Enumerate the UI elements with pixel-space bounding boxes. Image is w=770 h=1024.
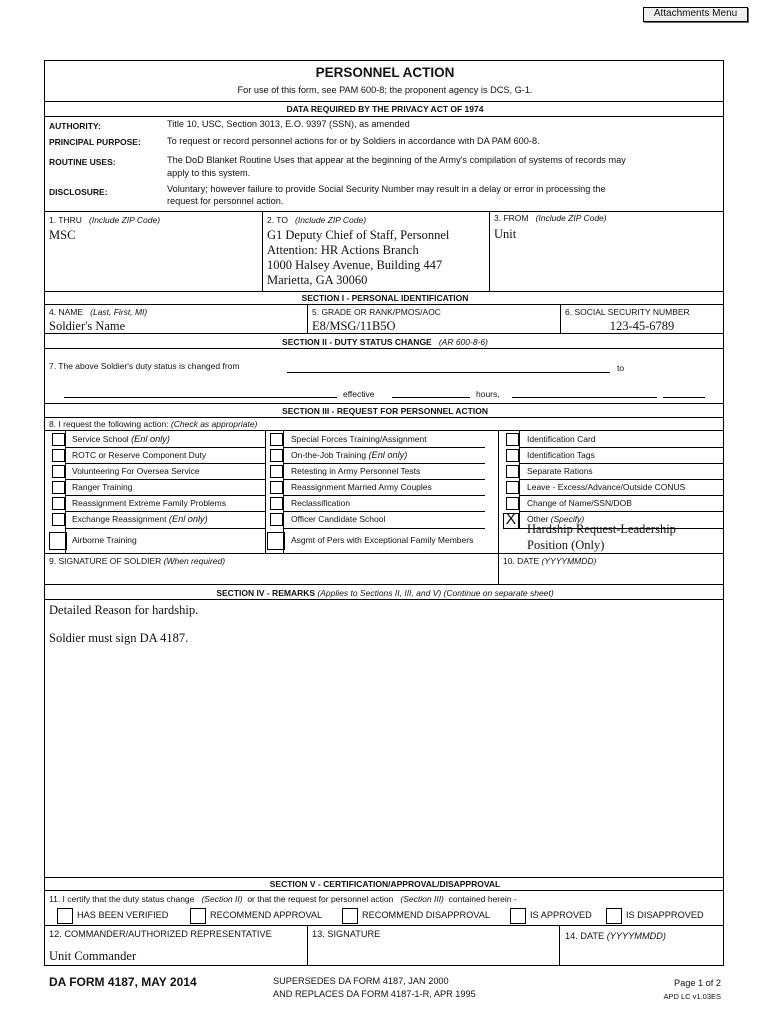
grid-line: [65, 447, 265, 448]
grid-line: [519, 431, 520, 447]
remarks-area[interactable]: [45, 600, 723, 876]
actions-col3-label-4: Leave - Excess/Advance/Outside CONUS: [527, 482, 686, 492]
actions-col1-checkbox-4[interactable]: [52, 481, 65, 494]
grid-line: [283, 528, 485, 529]
actions-col1-checkbox-2[interactable]: [52, 449, 65, 462]
actions-col3-label-3: Separate Rations: [527, 466, 593, 476]
section-3-heading: SECTION III - REQUEST FOR PERSONNEL ACTION: [282, 406, 488, 416]
duty-status-text: 7. The above Soldier's duty status is changed from: [49, 361, 240, 371]
grid-line: [283, 463, 485, 464]
actions-col1-checkbox-5[interactable]: [52, 497, 65, 510]
date-14-field[interactable]: [560, 942, 723, 965]
actions-col3-checkbox-2[interactable]: [506, 449, 519, 462]
disclosure-text-1: Voluntary; however failure to provide Social Security Number may result in a delay or error in processing the: [167, 184, 606, 194]
grid-line: [283, 447, 284, 463]
effective-date-field[interactable]: [392, 397, 470, 398]
actions-col3-label-1: Identification Card: [527, 434, 596, 444]
form-subtitle: For use of this form, see PAM 600-8; the proponent agency is DCS, G-1.: [237, 85, 533, 95]
grid-line: [519, 479, 520, 495]
grid-divider: [265, 431, 266, 553]
actions-col3-label-5: Change of Name/SSN/DOB: [527, 498, 632, 508]
from-value[interactable]: Unit: [494, 227, 517, 241]
grid-line: [283, 511, 284, 528]
grid-line: [519, 463, 520, 479]
grid-line: [65, 528, 66, 553]
grid-line: [519, 511, 724, 512]
actions-col1-label-1: Service School (Enl only): [72, 434, 170, 444]
recommend-approval-label: RECOMMEND APPROVAL: [210, 910, 323, 920]
actions-col2-label-5: Reclassification: [291, 498, 351, 508]
action-other-value-1[interactable]: Hardship Request-Leadership: [527, 522, 676, 536]
grid-line: [283, 463, 284, 479]
name-value[interactable]: Soldier's Name: [49, 319, 126, 333]
hours-extra-field[interactable]: [663, 397, 705, 398]
grade-value[interactable]: E8/MSG/11B5O: [312, 319, 396, 333]
grid-line: [519, 447, 724, 448]
date-14-label: 14. DATE (YYYYMMDD): [565, 931, 666, 941]
ssn-value[interactable]: 123-45-6789: [609, 319, 675, 333]
duty-status-to-field[interactable]: [64, 397, 337, 398]
soldier-signature-label: 9. SIGNATURE OF SOLDIER (When required): [49, 556, 226, 566]
actions-col1-label-3: Volunteering For Oversea Service: [72, 466, 200, 476]
grid-line: [283, 447, 485, 448]
disclosure-label: DISCLOSURE:: [49, 187, 108, 197]
name-label: 4. NAME (Last, First, MI): [49, 307, 148, 317]
actions-col2-label-6: Officer Candidate School: [291, 514, 386, 524]
form-id: DA FORM 4187, MAY 2014: [49, 975, 197, 989]
to-line-3[interactable]: 1000 Halsey Avenue, Building 447: [267, 258, 443, 272]
to-label: 2. TO (Include ZIP Code): [267, 215, 367, 225]
grid-line: [65, 447, 66, 463]
to-line-4[interactable]: Marietta, GA 30060: [267, 273, 368, 287]
thru-value[interactable]: MSC: [49, 228, 76, 242]
actions-col2-label-3: Retesting in Army Personnel Tests: [291, 466, 421, 476]
effective-label: effective: [343, 389, 375, 399]
ssn-label: 6. SOCIAL SECURITY NUMBER: [565, 307, 690, 317]
grid-divider: [498, 431, 499, 553]
supersedes-line-1: SUPERSEDES DA FORM 4187, JAN 2000: [273, 976, 449, 986]
actions-col2-label-7: Asgmt of Pers with Exceptional Family Members: [291, 535, 474, 545]
grid-line: [519, 479, 724, 480]
actions-col2-checkbox-2[interactable]: [270, 449, 283, 462]
grid-line: [65, 463, 66, 479]
grid-line: [65, 495, 66, 511]
signature-13-field[interactable]: [308, 940, 558, 965]
approved-label: IS APPROVED: [530, 910, 592, 920]
supersedes-line-2: AND REPLACES DA FORM 4187-1-R, APR 1995: [273, 989, 476, 999]
authority-text: Title 10, USC, Section 3013, E.O. 9397 (SSN), as amended: [167, 119, 410, 129]
grid-line: [283, 511, 485, 512]
actions-col3-checkbox-4[interactable]: [506, 481, 519, 494]
actions-col3-checkbox-3[interactable]: [506, 465, 519, 478]
actions-col1-label-7: Airborne Training: [72, 535, 137, 545]
hours-field[interactable]: [512, 397, 657, 398]
signature-13-label: 13. SIGNATURE: [312, 929, 381, 939]
form-title: PERSONNEL ACTION: [315, 65, 455, 80]
routine-uses-text-1: The DoD Blanket Routine Uses that appear at the beginning of the Army's compilation of systems of records may: [167, 155, 626, 165]
authority-label: AUTHORITY:: [49, 121, 101, 131]
disapproved-checkbox[interactable]: [606, 908, 622, 924]
soldier-signature-field[interactable]: [45, 565, 497, 583]
grid-line: [65, 431, 66, 447]
purpose-label: PRINCIPAL PURPOSE:: [49, 137, 141, 147]
duty-status-from-field[interactable]: [287, 372, 610, 373]
request-label: 8. I request the following action: (Check as appropriate): [49, 419, 258, 429]
actions-col2-checkbox-6[interactable]: [270, 513, 283, 526]
grid-line: [65, 511, 265, 512]
grid-line: [519, 463, 724, 464]
recommend-disapproval-label: RECOMMEND DISAPPROVAL: [362, 910, 490, 920]
grid-line: [65, 528, 265, 529]
commander-label: 12. COMMANDER/AUTHORIZED REPRESENTATIVE: [49, 929, 272, 939]
remarks-line-2: Soldier must sign DA 4187.: [49, 631, 189, 645]
grid-line: [519, 495, 724, 496]
date-10-field[interactable]: [499, 565, 723, 583]
section-2-heading: SECTION II - DUTY STATUS CHANGE (AR 600-8-6): [282, 337, 488, 347]
grid-line: [519, 495, 520, 511]
grid-line: [65, 479, 66, 495]
section-1-heading: SECTION I - PERSONAL IDENTIFICATION: [301, 293, 469, 303]
grid-line: [65, 511, 66, 528]
grid-line: [519, 511, 520, 528]
grid-line: [519, 447, 520, 463]
from-label: 3. FROM (Include ZIP Code): [494, 213, 607, 223]
date-10-label: 10. DATE (YYYYMMDD): [503, 556, 597, 566]
actions-col2-checkbox-3[interactable]: [270, 465, 283, 478]
actions-col3-checkbox-5[interactable]: [506, 497, 519, 510]
actions-col1-label-2: ROTC or Reserve Component Duty: [72, 450, 207, 460]
grid-line: [283, 431, 284, 447]
grid-line: [283, 495, 284, 511]
disclosure-text-2: request for personnel action.: [167, 196, 284, 206]
actions-col2-checkbox-4[interactable]: [270, 481, 283, 494]
actions-col1-label-6: Exchange Reassignment (Enl only): [72, 514, 208, 524]
grade-label: 5. GRADE OR RANK/PMOS/AOC: [312, 307, 441, 317]
grid-line: [283, 495, 485, 496]
actions-col1-checkbox-1[interactable]: [52, 433, 65, 446]
form-version: APD LC v1.03ES: [663, 992, 721, 1001]
verified-checkbox[interactable]: [57, 908, 73, 924]
grid-line: [283, 479, 284, 495]
page-number: Page 1 of 2: [674, 978, 721, 988]
routine-uses-label: ROUTINE USES:: [49, 157, 116, 167]
to-line-1[interactable]: G1 Deputy Chief of Staff, Personnel: [267, 228, 450, 242]
actions-col2-checkbox-1[interactable]: [270, 433, 283, 446]
action-other-label: Other (Specify): [527, 514, 585, 524]
actions-col2-label-4: Reassignment Married Army Couples: [291, 482, 432, 492]
approved-checkbox[interactable]: [510, 908, 526, 924]
duty-status-to-label: to: [617, 363, 625, 373]
grid-line: [65, 463, 265, 464]
privacy-heading: DATA REQUIRED BY THE PRIVACY ACT OF 1974: [286, 104, 484, 114]
thru-label: 1. THRU (Include ZIP Code): [49, 215, 161, 225]
recommend-disapproval-checkbox[interactable]: [342, 908, 358, 924]
grid-line: [65, 495, 265, 496]
checkmark-x-icon: X: [505, 511, 517, 528]
actions-col1-label-5: Reassignment Extreme Family Problems: [72, 498, 226, 508]
recommend-approval-checkbox[interactable]: [190, 908, 206, 924]
section-5-heading: SECTION V - CERTIFICATION/APPROVAL/DISAPPROVAL: [269, 879, 501, 889]
action-other-value-2[interactable]: Position (Only): [527, 538, 605, 552]
grid-line: [65, 479, 265, 480]
verified-label: HAS BEEN VERIFIED: [77, 910, 169, 920]
hours-label: hours,: [476, 389, 500, 399]
purpose-text: To request or record personnel actions for or by Soldiers in accordance with DA PAM 600-8.: [167, 136, 540, 146]
actions-col2-label-2: On-the-Job Training (Enl only): [291, 450, 408, 460]
actions-col3-checkbox-1[interactable]: [506, 433, 519, 446]
actions-col1-label-4: Ranger Training: [72, 482, 133, 492]
to-line-2[interactable]: Attention: HR Actions Branch: [267, 243, 419, 257]
actions-col2-checkbox-5[interactable]: [270, 497, 283, 510]
grid-line: [283, 528, 284, 553]
actions-col1-checkbox-6[interactable]: [52, 513, 65, 526]
disapproved-label: IS DISAPPROVED: [626, 910, 704, 920]
commander-value[interactable]: Unit Commander: [49, 949, 137, 963]
attachments-menu-button[interactable]: Attachments Menu: [643, 7, 748, 22]
routine-uses-text-2: apply to this system.: [167, 168, 251, 178]
actions-col1-checkbox-3[interactable]: [52, 465, 65, 478]
actions-col2-label-1: Special Forces Training/Assignment: [291, 434, 427, 444]
remarks-line-1: Detailed Reason for hardship.: [49, 603, 199, 617]
section-4-heading: SECTION IV - REMARKS (Applies to Sections II, III, and V) (Continue on separate sheet): [216, 588, 554, 598]
certify-text: 11. I certify that the duty status change (Section II) or that the request for personnel action (Section III) contained herein -: [49, 894, 517, 904]
actions-col3-label-2: Identification Tags: [527, 450, 595, 460]
grid-line: [283, 479, 485, 480]
